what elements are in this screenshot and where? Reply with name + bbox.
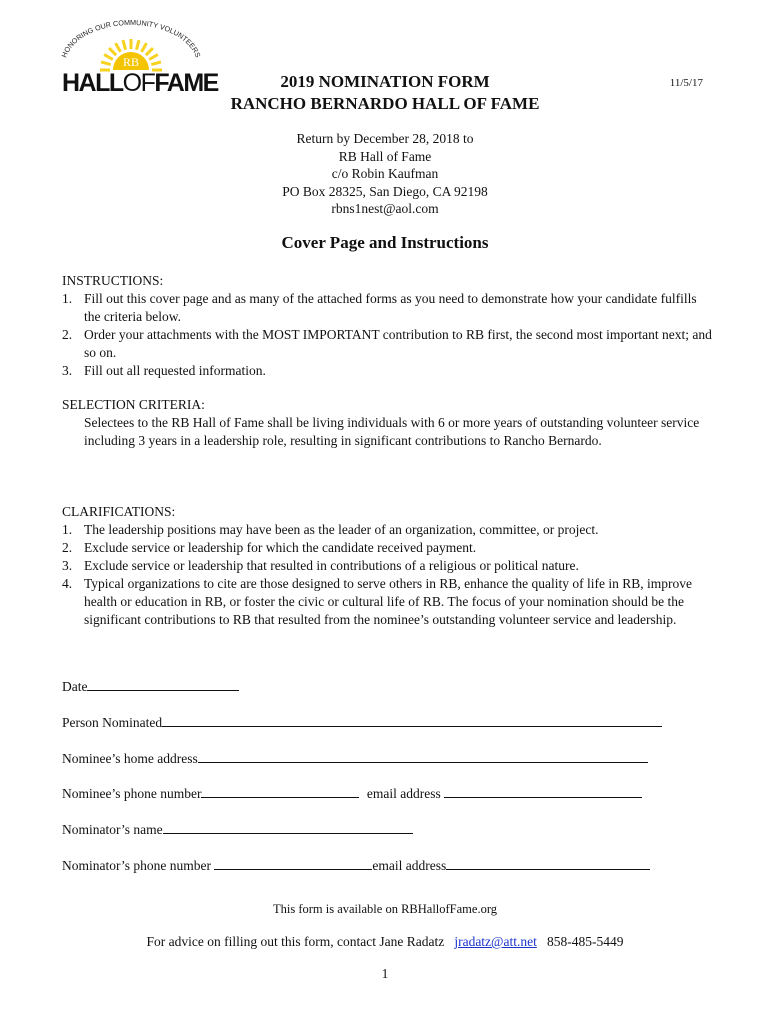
sun-ray-icon <box>151 62 161 65</box>
logo-word-of: OF <box>122 69 155 97</box>
list-number: 1. <box>62 522 73 537</box>
instructions-section <box>62 272 712 380</box>
nominator-phone-label: Nominator’s phone number <box>62 858 211 873</box>
list-text: Fill out this cover page and as many of the attached forms as you need to demonstrate how your candidate fulfills the criteria below. <box>84 291 697 324</box>
form-title-line2: RANCHO BERNARDO HALL OF FAME <box>230 94 540 113</box>
list-number: 1. <box>62 291 73 306</box>
nominee-address-row <box>62 748 648 767</box>
list-item <box>62 290 712 326</box>
list-text: The leadership positions may have been as the leader of an organization, committee, or project. <box>84 522 599 537</box>
revision-date: 11/5/17 <box>669 77 703 89</box>
return-line1: Return by December 28, 2018 to <box>296 131 474 146</box>
sun-ray-icon <box>136 40 139 50</box>
list-number: 4. <box>62 576 73 591</box>
advice-email-link[interactable]: jradatz@att.net <box>454 934 537 949</box>
nominee-address-label: Nominee’s home address <box>62 751 198 766</box>
nominator-phone-input[interactable] <box>214 855 372 870</box>
list-item <box>62 539 712 557</box>
nominator-contact-row <box>62 855 650 874</box>
date-input[interactable] <box>87 676 239 691</box>
advice-line <box>0 934 770 950</box>
sun-ray-icon <box>104 55 113 60</box>
list-item <box>62 326 712 362</box>
list-number: 3. <box>62 558 73 573</box>
list-item <box>62 557 712 575</box>
nominee-email-label: email address <box>366 786 441 801</box>
clarifications-label: CLARIFICATIONS: <box>62 504 176 519</box>
nominator-name-row <box>62 819 413 838</box>
logo-arc-text: HONORING OUR COMMUNITY VOLUNTEERS <box>59 18 203 59</box>
nominee-address-input[interactable] <box>198 748 648 763</box>
date-label: Date <box>62 679 88 694</box>
nominator-name-label: Nominator’s name <box>62 822 163 837</box>
return-line2: RB Hall of Fame <box>338 148 432 164</box>
instructions-label: INSTRUCTIONS: <box>62 273 164 288</box>
sun-ray-icon <box>142 43 147 52</box>
selection-text: Selectees to the RB Hall of Fame shall be living individuals with 6 or more years of outstanding volunteer service including 3 years in a leadership role, resulting in significant contributions to Rancho Bernardo. <box>84 415 700 448</box>
logo-word-hall: HALL <box>62 69 123 97</box>
logo-word-fame: FAME <box>154 69 218 97</box>
availability-note: This form is available on RBHallofFame.org <box>272 902 498 916</box>
list-number: 3. <box>62 363 73 378</box>
advice-phone: 858-485-5449 <box>546 934 624 949</box>
list-item <box>62 362 712 380</box>
selection-label: SELECTION CRITERIA: <box>62 397 205 412</box>
list-text: Fill out all requested information. <box>84 363 266 378</box>
nominee-email-input[interactable] <box>444 783 642 798</box>
page-number: 1 <box>381 966 389 981</box>
form-title <box>0 71 770 115</box>
list-text: Exclude service or leadership for which the candidate received payment. <box>84 540 477 555</box>
list-item <box>62 575 712 629</box>
person-nominated-input[interactable] <box>162 712 662 727</box>
form-title-line1: 2019 NOMINATION FORM <box>280 72 490 91</box>
return-address-block <box>0 130 770 218</box>
nominator-email-input[interactable] <box>446 855 650 870</box>
person-nominated-row <box>62 712 662 731</box>
sun-ray-icon <box>101 62 111 65</box>
list-text: Typical organizations to cite are those designed to serve others in RB, enhance the quality of life in RB, improve health or education in RB, or foster the civic or cultural life of RB. The focus of your nomination should be the significant contributions to RB that resulted from the nominee’s outstanding volunteer service and leadership. <box>84 576 693 627</box>
return-email: rbns1nest@aol.com <box>331 201 439 217</box>
list-number: 2. <box>62 327 73 342</box>
list-number: 2. <box>62 540 73 555</box>
selection-criteria-section <box>62 396 712 450</box>
list-item <box>62 521 712 539</box>
sun-ray-icon <box>123 40 126 50</box>
list-text: Exclude service or leadership that resulted in contributions of a religious or political nature. <box>84 558 579 573</box>
logo-monogram: RB <box>122 55 140 69</box>
advice-text: For advice on filling out this form, contact Jane Radatz <box>146 934 445 949</box>
date-field-row <box>62 676 239 695</box>
person-nominated-label: Person Nominated <box>62 715 163 730</box>
clarifications-section <box>62 503 712 629</box>
sun-ray-icon <box>149 55 158 60</box>
nominator-email-label: email address <box>372 858 447 873</box>
nominee-phone-input[interactable] <box>201 783 359 798</box>
return-line4: PO Box 28325, San Diego, CA 92198 <box>282 183 488 199</box>
nominator-name-input[interactable] <box>163 819 413 834</box>
nominee-contact-row <box>62 783 642 802</box>
nominee-phone-label: Nominee’s phone number <box>62 786 202 801</box>
return-line3: c/o Robin Kaufman <box>331 166 439 182</box>
section-title: Cover Page and Instructions <box>281 233 489 252</box>
sun-ray-icon <box>146 48 153 55</box>
sun-ray-icon <box>116 43 121 52</box>
sun-ray-icon <box>109 48 116 55</box>
list-text: Order your attachments with the MOST IMPORTANT contribution to RB first, the second most important next; and so on. <box>84 327 712 360</box>
